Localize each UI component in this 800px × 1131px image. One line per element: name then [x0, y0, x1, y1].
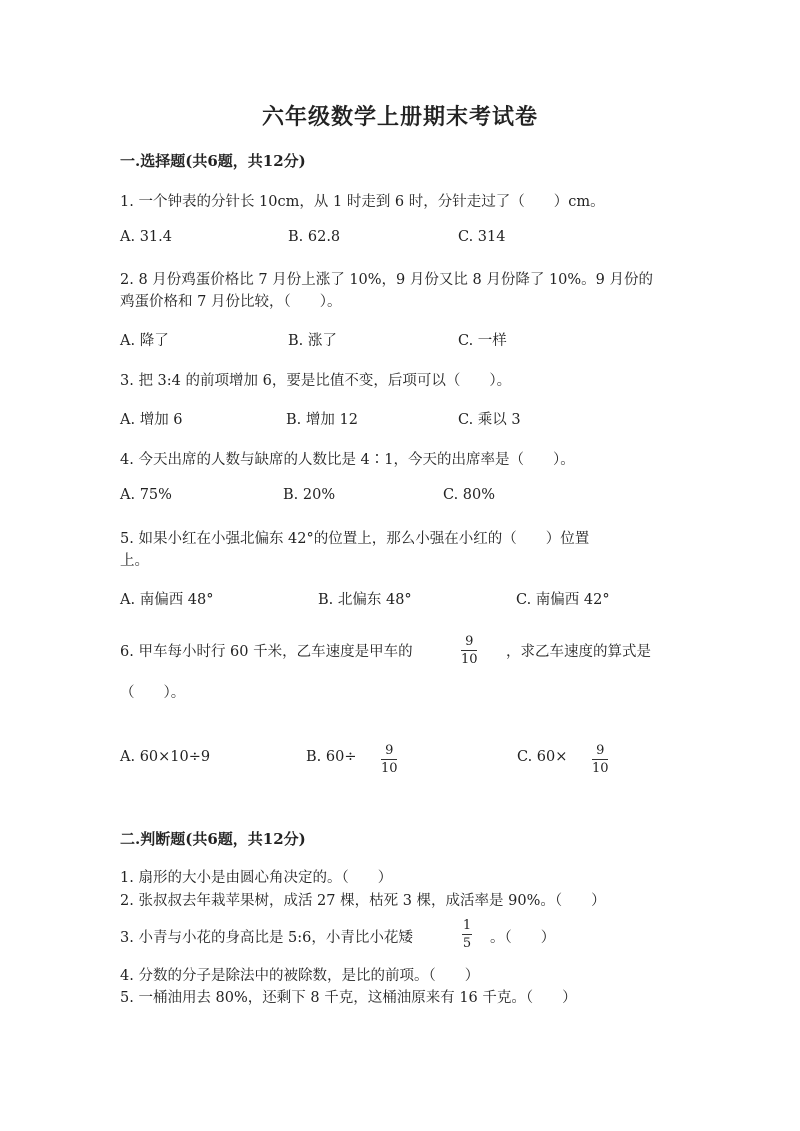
q6-option-b: B. 60÷	[306, 749, 357, 765]
q1-option-c: C. 314	[458, 229, 506, 245]
q6-fraction	[461, 634, 478, 667]
question-4: 4. 今天出席的人数与缺席的人数比是 4∶1，今天的出席率是（ ）。	[120, 452, 575, 468]
question-1: 1. 一个钟表的分针长 10cm，从 1 时走到 6 时，分针走过了（ ）cm。	[120, 194, 605, 210]
judgement-3a: 3. 小青与小花的身高比是 5:6，小青比小花矮	[120, 930, 413, 946]
question-6-line1b: ，求乙车速度的算式是	[506, 644, 651, 660]
fraction-bar	[381, 759, 397, 760]
q4-option-b: B. 20%	[283, 487, 336, 503]
judgement-2: 2. 张叔叔去年栽苹果树，成活 27 棵，枯死 3 棵，成活率是 90%。（ ）	[120, 893, 606, 909]
q2-option-c: C. 一样	[458, 333, 507, 349]
fraction-bar	[461, 650, 477, 651]
question-3: 3. 把 3:4 的前项增加 6，要是比值不变，后项可以（ ）。	[120, 373, 512, 389]
q5-option-b: B. 北偏东 48°	[318, 592, 412, 608]
q5-option-c: C. 南偏西 42°	[516, 592, 610, 608]
q3-option-c: C. 乘以 3	[458, 412, 521, 428]
q3-option-a: A. 增加 6	[120, 412, 183, 428]
fraction-denominator: 10	[381, 761, 398, 776]
q2-option-b: B. 涨了	[288, 333, 337, 349]
q3-option-b: B. 增加 12	[286, 412, 358, 428]
judgement-3b: 。（ ）	[490, 930, 556, 946]
question-2-line2: 鸡蛋价格和 7 月份比较，（ ）。	[120, 294, 342, 310]
fraction-denominator: 10	[592, 761, 609, 776]
judgement-4: 4. 分数的分子是除法中的被除数，是比的前项。（ ）	[120, 968, 480, 984]
fraction-denominator: 10	[461, 652, 478, 667]
q6-option-b-fraction	[381, 743, 398, 776]
j3-fraction	[462, 918, 472, 951]
q4-option-c: C. 80%	[443, 487, 496, 503]
fraction-bar	[592, 759, 608, 760]
fraction-numerator: 1	[462, 918, 472, 933]
question-6-line1a: 6. 甲车每小时行 60 千米，乙车速度是甲车的	[120, 644, 413, 660]
q1-option-a: A. 31.4	[120, 229, 172, 245]
section-heading-judgement: 二.判断题(共6题，共12分)	[120, 830, 306, 848]
fraction-numerator: 9	[596, 743, 605, 758]
question-6-line2: （ ）。	[120, 685, 186, 701]
fraction-numerator: 9	[465, 634, 474, 649]
fraction-bar	[462, 934, 472, 935]
q1-option-b: B. 62.8	[288, 229, 341, 245]
q6-option-c-fraction	[592, 743, 609, 776]
q5-option-a: A. 南偏西 48°	[120, 592, 214, 608]
q6-option-c: C. 60×	[517, 749, 568, 765]
fraction-numerator: 9	[385, 743, 394, 758]
question-5-line2: 上。	[120, 553, 149, 569]
fraction-denominator: 5	[462, 936, 472, 951]
section-heading-choice: 一.选择题(共6题，共12分)	[120, 152, 306, 170]
judgement-5: 5. 一桶油用去 80%，还剩下 8 千克，这桶油原来有 16 千克。（ ）	[120, 990, 577, 1006]
q6-option-a: A. 60×10÷9	[120, 749, 211, 765]
judgement-1: 1. 扇形的大小是由圆心角决定的。（ ）	[120, 870, 393, 886]
q4-option-a: A. 75%	[120, 487, 172, 503]
page-title: 六年级数学上册期末考试卷	[261, 104, 538, 130]
q2-option-a: A. 降了	[120, 333, 169, 349]
question-5-line1: 5. 如果小红在小强北偏东 42°的位置上，那么小强在小红的（ ）位置	[120, 531, 590, 547]
question-2-line1: 2. 8 月份鸡蛋价格比 7 月份上涨了 10%，9 月份又比 8 月份降了 10%。9 月份的	[120, 272, 654, 288]
